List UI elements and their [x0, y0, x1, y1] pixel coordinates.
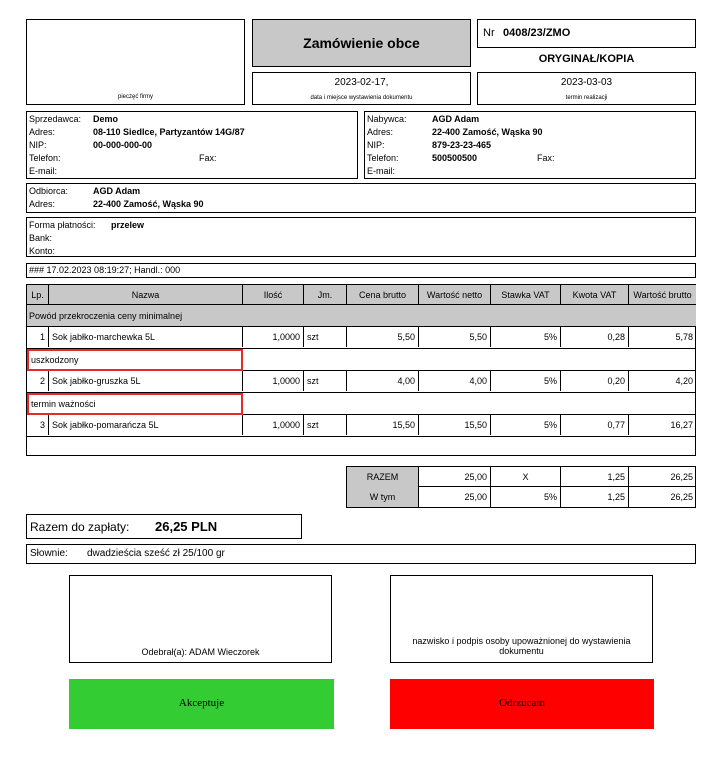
buyer-address: 22-400 Zamość, Wąska 90	[432, 127, 543, 137]
cell-qty: 1,0000	[243, 415, 304, 435]
document-title-box	[252, 19, 471, 67]
issue-date-box	[252, 72, 471, 105]
col-header-unit: Jm.	[304, 285, 347, 305]
recipient-box	[26, 183, 696, 213]
summary-incl-rate: 5%	[491, 487, 561, 507]
received-signature-box	[69, 575, 332, 663]
cell-lp: 3	[27, 415, 49, 435]
summary-total-gross: 26,25	[670, 472, 693, 482]
document-number-box	[477, 19, 696, 48]
buyer-fax-label: Fax:	[537, 153, 555, 163]
seller-address: 08-110 Siedlce, Partyzantów 14G/87	[93, 127, 245, 137]
cell-gross: 5,78	[675, 332, 693, 342]
cell-price: 5,50	[347, 327, 419, 347]
table-row	[27, 327, 696, 349]
cell-qty: 1,0000	[243, 327, 304, 347]
table-row	[27, 415, 696, 437]
in-words-value: dwadzieścia sześć zł 25/100 gr	[87, 548, 225, 559]
summary-incl-net: 25,00	[419, 487, 491, 507]
col-header-lp: Lp.	[27, 285, 49, 305]
in-words-label: Słownie:	[30, 548, 68, 559]
summary-total-row	[347, 467, 696, 487]
document-number-label: Nr	[483, 27, 495, 39]
authorized-signature-box	[390, 575, 653, 663]
cell-gross: 4,20	[675, 376, 693, 386]
buyer-title-label: Nabywca:	[367, 114, 407, 124]
company-stamp-caption: pieczęć firmy	[117, 94, 153, 100]
buyer-name: AGD Adam	[432, 114, 480, 124]
cell-unit: szt	[304, 415, 347, 435]
accept-button-label: Akceptuje	[178, 697, 225, 709]
due-date-caption: termin realizacji	[565, 95, 608, 101]
reason-row	[27, 349, 696, 371]
seller-phone-label: Telefon:	[29, 153, 61, 163]
col-header-gross: Wartość brutto	[633, 290, 692, 300]
cell-vat: 0,28	[561, 327, 629, 347]
reason-note: termin ważności	[27, 393, 243, 415]
document-number: 0408/23/ZMO	[503, 27, 571, 39]
cell-net: 15,50	[419, 415, 491, 435]
payment-account-label: Konto:	[29, 246, 56, 256]
to-pay-box	[26, 514, 302, 539]
buyer-phone: 500500500	[432, 153, 478, 163]
buyer-phone-label: Telefon:	[367, 153, 399, 163]
buyer-nip: 879-23-23-465	[432, 140, 492, 150]
cell-price: 4,00	[347, 371, 419, 391]
issue-date-caption: data i miejsce wystawienia dokumentu	[310, 95, 413, 101]
items-table	[26, 284, 696, 456]
col-header-price: Cena brutto	[347, 285, 419, 305]
table-header	[27, 285, 696, 305]
seller-name: Demo	[93, 114, 119, 124]
company-stamp-box	[26, 19, 245, 105]
summary-incl-vat: 1,25	[561, 487, 629, 507]
cell-vat: 0,20	[561, 371, 629, 391]
recipient-address: 22-400 Zamość, Wąska 90	[93, 199, 204, 209]
cell-qty: 1,0000	[243, 371, 304, 391]
due-date: 2023-03-03	[560, 77, 613, 88]
cell-unit: szt	[304, 327, 347, 347]
summary-total-rate: X	[491, 467, 561, 487]
buyer-box	[364, 111, 696, 179]
group-row	[27, 305, 696, 327]
seller-nip-label: NIP:	[29, 140, 47, 150]
buyer-email-label: E-mail:	[367, 166, 396, 176]
to-pay-value: 26,25 PLN	[155, 519, 218, 534]
recipient-name: AGD Adam	[93, 186, 141, 196]
summary-total-net: 25,00	[419, 467, 491, 487]
cell-vat-rate: 5%	[491, 371, 561, 391]
seller-box	[26, 111, 358, 179]
payment-bank-label: Bank:	[29, 233, 53, 243]
group-label: Powód przekroczenia ceny minimalnej	[29, 311, 183, 321]
col-header-vat-rate: Stawka VAT	[491, 285, 561, 305]
payment-form: przelew	[111, 220, 145, 230]
cell-vat-rate: 5%	[491, 327, 561, 347]
seller-nip: 00-000-000-00	[93, 140, 153, 150]
in-words-box	[26, 544, 696, 564]
summary-incl-gross: 26,25	[670, 492, 693, 502]
due-date-box	[477, 72, 696, 105]
summary-total-vat: 1,25	[561, 467, 629, 487]
cell-name: Sok jabłko-marchewka 5L	[49, 327, 243, 347]
col-header-vat: Kwota VAT	[561, 285, 629, 305]
summary-table	[346, 466, 696, 508]
cell-vat: 0,77	[561, 415, 629, 435]
cell-price: 15,50	[347, 415, 419, 435]
recipient-title-label: Odbiorca:	[29, 186, 69, 196]
col-header-net: Wartość netto	[419, 285, 491, 305]
summary-incl-label: W tym	[347, 487, 419, 507]
document-meta: ### 17.02.2023 08:19:27; Handl.: 000	[29, 265, 181, 275]
accept-button[interactable]	[69, 679, 334, 729]
reason-note: uszkodzony	[27, 349, 243, 371]
copy-type: ORYGINAŁ/KOPIA	[538, 53, 635, 65]
cell-unit: szt	[304, 371, 347, 391]
to-pay-label: Razem do zapłaty:	[30, 520, 130, 534]
document-meta-box	[26, 263, 696, 278]
cell-lp: 2	[27, 371, 49, 391]
seller-address-label: Adres:	[29, 127, 56, 137]
summary-total-label: RAZEM	[347, 467, 419, 487]
summary-incl-row	[347, 487, 696, 507]
recipient-address-label: Adres:	[29, 199, 56, 209]
buyer-nip-label: NIP:	[367, 140, 385, 150]
seller-title-label: Sprzedawca:	[29, 114, 82, 124]
col-header-name: Nazwa	[49, 285, 243, 305]
issue-date: 2023-02-17,	[334, 77, 389, 88]
payment-form-label: Forma płatności:	[29, 220, 96, 230]
received-by: Odebrał(a): ADAM Wieczorek	[141, 647, 260, 657]
reject-button-label: Odrzucam	[499, 697, 545, 709]
reject-button[interactable]	[390, 679, 654, 729]
authorized-caption: nazwisko i podpis osoby upoważnionej do wystawienia dokumentu	[412, 636, 631, 656]
document-title: Zamówienie obce	[303, 35, 420, 51]
payment-box	[26, 217, 696, 257]
table-row	[27, 371, 696, 393]
col-header-qty: Ilość	[243, 285, 304, 305]
seller-fax-label: Fax:	[199, 153, 217, 163]
cell-net: 5,50	[419, 327, 491, 347]
cell-gross: 16,27	[670, 420, 693, 430]
reason-row	[27, 393, 696, 415]
buyer-address-label: Adres:	[367, 127, 394, 137]
seller-email-label: E-mail:	[29, 166, 58, 176]
cell-name: Sok jabłko-pomarańcza 5L	[49, 415, 243, 435]
cell-name: Sok jabłko-gruszka 5L	[49, 371, 243, 391]
cell-vat-rate: 5%	[491, 415, 561, 435]
cell-net: 4,00	[419, 371, 491, 391]
cell-lp: 1	[27, 327, 49, 347]
